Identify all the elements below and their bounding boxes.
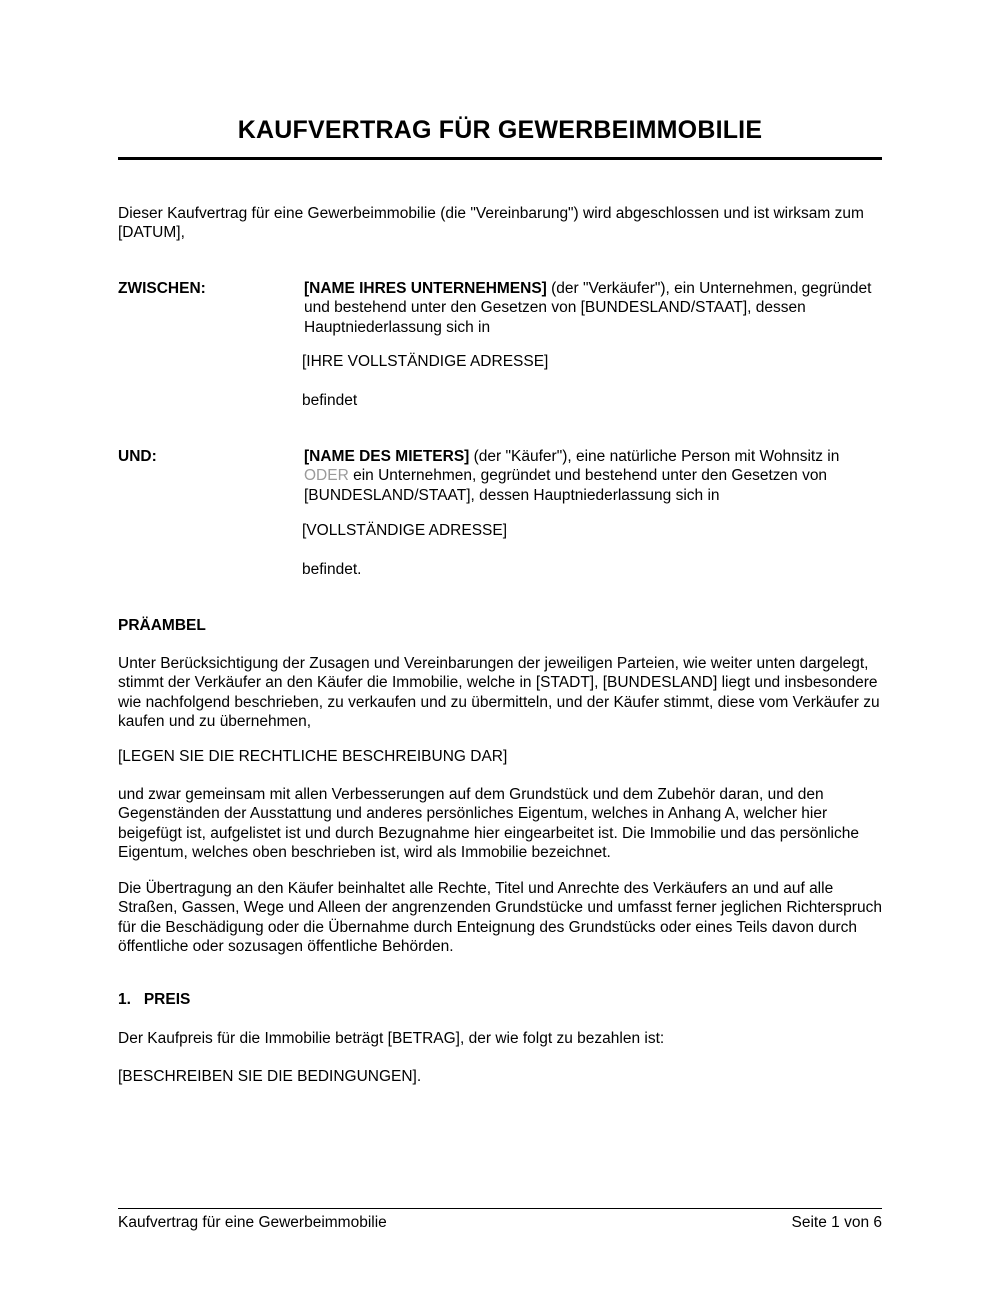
preamble-paragraph-3: Die Übertragung an den Käufer beinhaltet alle Rechte, Titel und Anrechte des Verkäufers an und auf alle Straßen, Gassen, Wege und Alleen der angrenzenden Grundstücke und umfasst ferner jeglichen Richterspruch für die Beschädigung oder die Übernahme durch Enteignung des Grundstücks oder eines Teils davon durch öffentliche oder sozusagen öffentliche Behörden.: [118, 880, 882, 955]
section-1-terms: [BESCHREIBEN SIE DIE BEDINGUNGEN].: [118, 1068, 422, 1085]
seller-address: [IHRE VOLLSTÄNDIGE ADRESSE]: [302, 353, 549, 370]
seller-label: ZWISCHEN:: [118, 280, 206, 297]
intro-paragraph: Dieser Kaufvertrag für eine Gewerbeimmobilie (die "Vereinbarung") wird abgeschlossen und ist wirksam zum [DATUM],: [118, 205, 864, 242]
seller-paragraph: [304, 279, 876, 337]
buyer-description-1: (der "Käufer"), eine natürliche Person mit Wohnsitz in: [469, 448, 840, 465]
preamble-heading: PRÄAMBEL: [118, 617, 206, 634]
footer-document-name: Kaufvertrag für eine Gewerbeimmobilie: [118, 1214, 387, 1231]
footer-page-number: Seite 1 von 6: [791, 1214, 882, 1231]
seller-description: (der "Verkäufer"), ein Unternehmen, gegründet und bestehend unter den Gesetzen von [BUNDESLAND/STAAT], dessen Hauptniederlassung sich in: [304, 280, 872, 336]
seller-closing: befindet: [302, 392, 358, 409]
seller-name: [NAME IHRES UNTERNEHMENS]: [304, 280, 547, 297]
buyer-paragraph: [304, 447, 876, 505]
document-page: [118, 0, 882, 1290]
section-1-heading: 1. PREIS: [118, 991, 191, 1008]
buyer-or-word: ODER: [304, 467, 349, 485]
preamble-paragraph-2: und zwar gemeinsam mit allen Verbesserungen auf dem Grundstück und dem Zubehör daran, und den Gegenständen der Ausstattung und anderes persönliches Eigentum, welches in Anhang A, welcher hier beigefügt ist, aufgelistet ist und durch Bezugnahme hier eingearbeitet ist. Die Immobilie und das persönliche Eigentum, welches oben beschrieben ist, wird als Immobilie bezeichnet.: [118, 786, 859, 861]
buyer-name: [NAME DES MIETERS]: [304, 448, 470, 465]
buyer-address: [VOLLSTÄNDIGE ADRESSE]: [302, 522, 508, 539]
buyer-description-2: ein Unternehmen, gegründet und bestehend unter den Gesetzen von [BUNDESLAND/STAAT], dessen Hauptniederlassung sich in: [304, 467, 828, 504]
legal-description-placeholder: [LEGEN SIE DIE RECHTLICHE BESCHREIBUNG DAR]: [118, 748, 508, 765]
title-divider: [118, 157, 882, 160]
buyer-closing: befindet.: [302, 561, 362, 578]
document-title: KAUFVERTRAG FÜR GEWERBEIMMOBILIE: [237, 116, 763, 144]
buyer-label: UND:: [118, 448, 157, 465]
preamble-paragraph-1: Unter Berücksichtigung der Zusagen und Vereinbarungen der jeweiligen Parteien, wie weiter unten dargelegt, stimmt der Verkäufer an den Käufer die Immobilie, welche in [STADT], [BUNDESLAND] liegt und insbesondere wie nachfolgend beschrieben, zu verkaufen und zu übermitteln, und der Käufer stimmt, diese vom Verkäufer zu kaufen und zu übernehmen,: [118, 655, 880, 730]
footer-divider: [118, 1208, 882, 1209]
section-1-paragraph: Der Kaufpreis für die Immobilie beträgt [BETRAG], der wie folgt zu bezahlen ist:: [118, 1030, 665, 1047]
